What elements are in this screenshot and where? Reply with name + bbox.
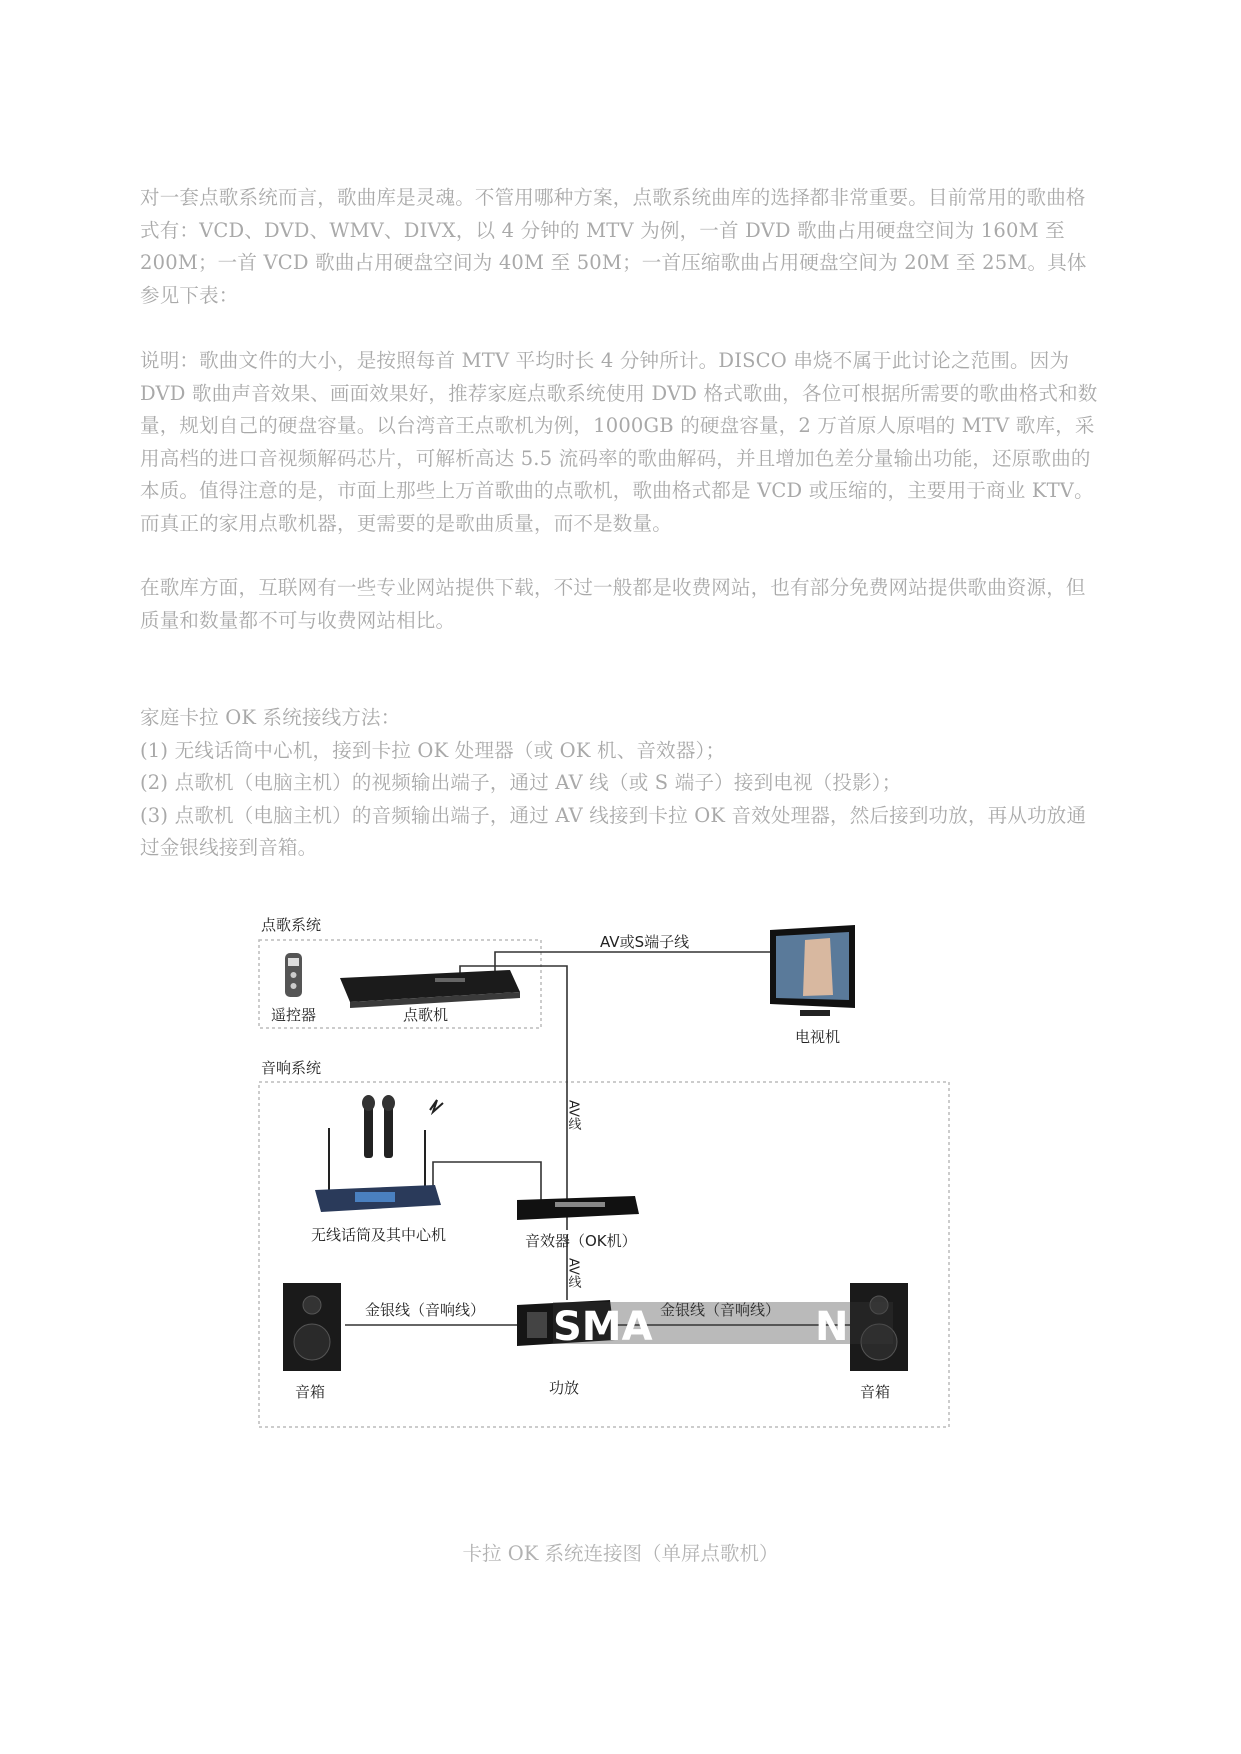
song-player-icon — [340, 970, 520, 1008]
wiring-step: (3) 点歌机（电脑主机）的音频输出端子，通过 AV 线接到卡拉 OK 音效处理器，然后接到功放，再从功放通过金银线接到音箱。 — [140, 803, 1087, 859]
av-cable-line-1 — [460, 966, 567, 1230]
karaoke-connection-diagram — [255, 900, 955, 1435]
wireless-microphone-icon — [315, 1095, 443, 1212]
mic-cable-line — [433, 1162, 541, 1200]
paragraph-explanation — [140, 345, 1100, 540]
paragraph-text: 说明：歌曲文件的大小，是按照每首 MTV 平均时长 4 分钟所计。DISCO 串烧不属于此讨论之范围。因为 DVD 歌曲声音效果、画面效果好，推荐家庭点歌系统使用 DVD 格式歌曲，各位可根据所需要的歌曲格式和数量，规划自己的硬盘容量。以台湾音王点歌机为例，1000GB 的硬盘容量，2 万首原人原唱的 MTV 歌库，采用高档的进口音视频解码芯片，可解析高达 5.5 流码率的歌曲解码，并且增加色差分量输出功能，还原歌曲的本质。值得注意的是，市面上那些上万首歌曲的点歌机，歌曲格式都是 VCD 或压缩的，主要用于商业 KTV。而真正的家用点歌机器，更需要的是歌曲质量，而不是数量。 — [140, 349, 1098, 535]
effector-icon — [517, 1196, 639, 1220]
remote-label: 遥控器 — [271, 1006, 317, 1024]
mic-label: 无线话筒及其中心机 — [311, 1226, 447, 1244]
remote-control-icon — [285, 953, 302, 997]
right-speaker-label: 音箱 — [860, 1383, 891, 1401]
diagram-svg — [255, 900, 955, 1435]
watermark-text: SMA — [553, 1304, 653, 1350]
left-speaker-icon — [283, 1283, 341, 1371]
paragraph-song-library — [140, 182, 1100, 312]
figure-caption: 卡拉 OK 系统连接图（单屏点歌机） — [462, 1542, 779, 1565]
audio-system-box — [259, 1082, 949, 1427]
player-label: 点歌机 — [403, 1006, 449, 1024]
wiring-step: (1) 无线话筒中心机，接到卡拉 OK 处理器（或 OK 机、音效器）； — [140, 738, 726, 762]
av-s-cable-label: AV或S端子线 — [600, 933, 690, 951]
av-cable-label-1: AV线 — [565, 1100, 581, 1130]
wiring-title: 家庭卡拉 OK 系统接线方法： — [140, 706, 401, 729]
paragraph-download — [140, 572, 1100, 637]
speaker-cable-left-label: 金银线（音响线） — [365, 1301, 486, 1319]
television-icon — [770, 925, 855, 1016]
speaker-cable-right-label: 金银线（音响线） — [660, 1301, 781, 1319]
wiring-instructions — [140, 702, 1100, 865]
paragraph-text: 对一套点歌系统而言，歌曲库是灵魂。不管用哪种方案，点歌系统曲库的选择都非常重要。目前常用的歌曲格式有：VCD、DVD、WMV、DIVX，以 4 分钟的 MTV 为例，一首 DVD 歌曲占用硬盘空间为 160M 至 200M；一首 VCD 歌曲占用硬盘空间为 40M 至 50M；一首压缩歌曲占用硬盘空间为 20M 至 25M。具体参见下表： — [140, 186, 1087, 307]
left-speaker-label: 音箱 — [295, 1383, 326, 1401]
audio-system-label: 音响系统 — [261, 1059, 322, 1077]
amp-label: 功放 — [549, 1379, 580, 1397]
av-cable-label-2: AV线 — [565, 1258, 581, 1288]
watermark-tail: N — [815, 1304, 849, 1350]
paragraph-text: 在歌库方面，互联网有一些专业网站提供下载，不过一般都是收费网站，也有部分免费网站提供歌曲资源，但质量和数量都不可与收费网站相比。 — [140, 576, 1086, 632]
effector-label: 音效器（OK机） — [525, 1232, 637, 1250]
song-system-label: 点歌系统 — [261, 916, 322, 934]
wiring-step: (2) 点歌机（电脑主机）的视频输出端子，通过 AV 线（或 S 端子）接到电视（投影）； — [140, 771, 902, 794]
tv-label: 电视机 — [795, 1028, 841, 1046]
